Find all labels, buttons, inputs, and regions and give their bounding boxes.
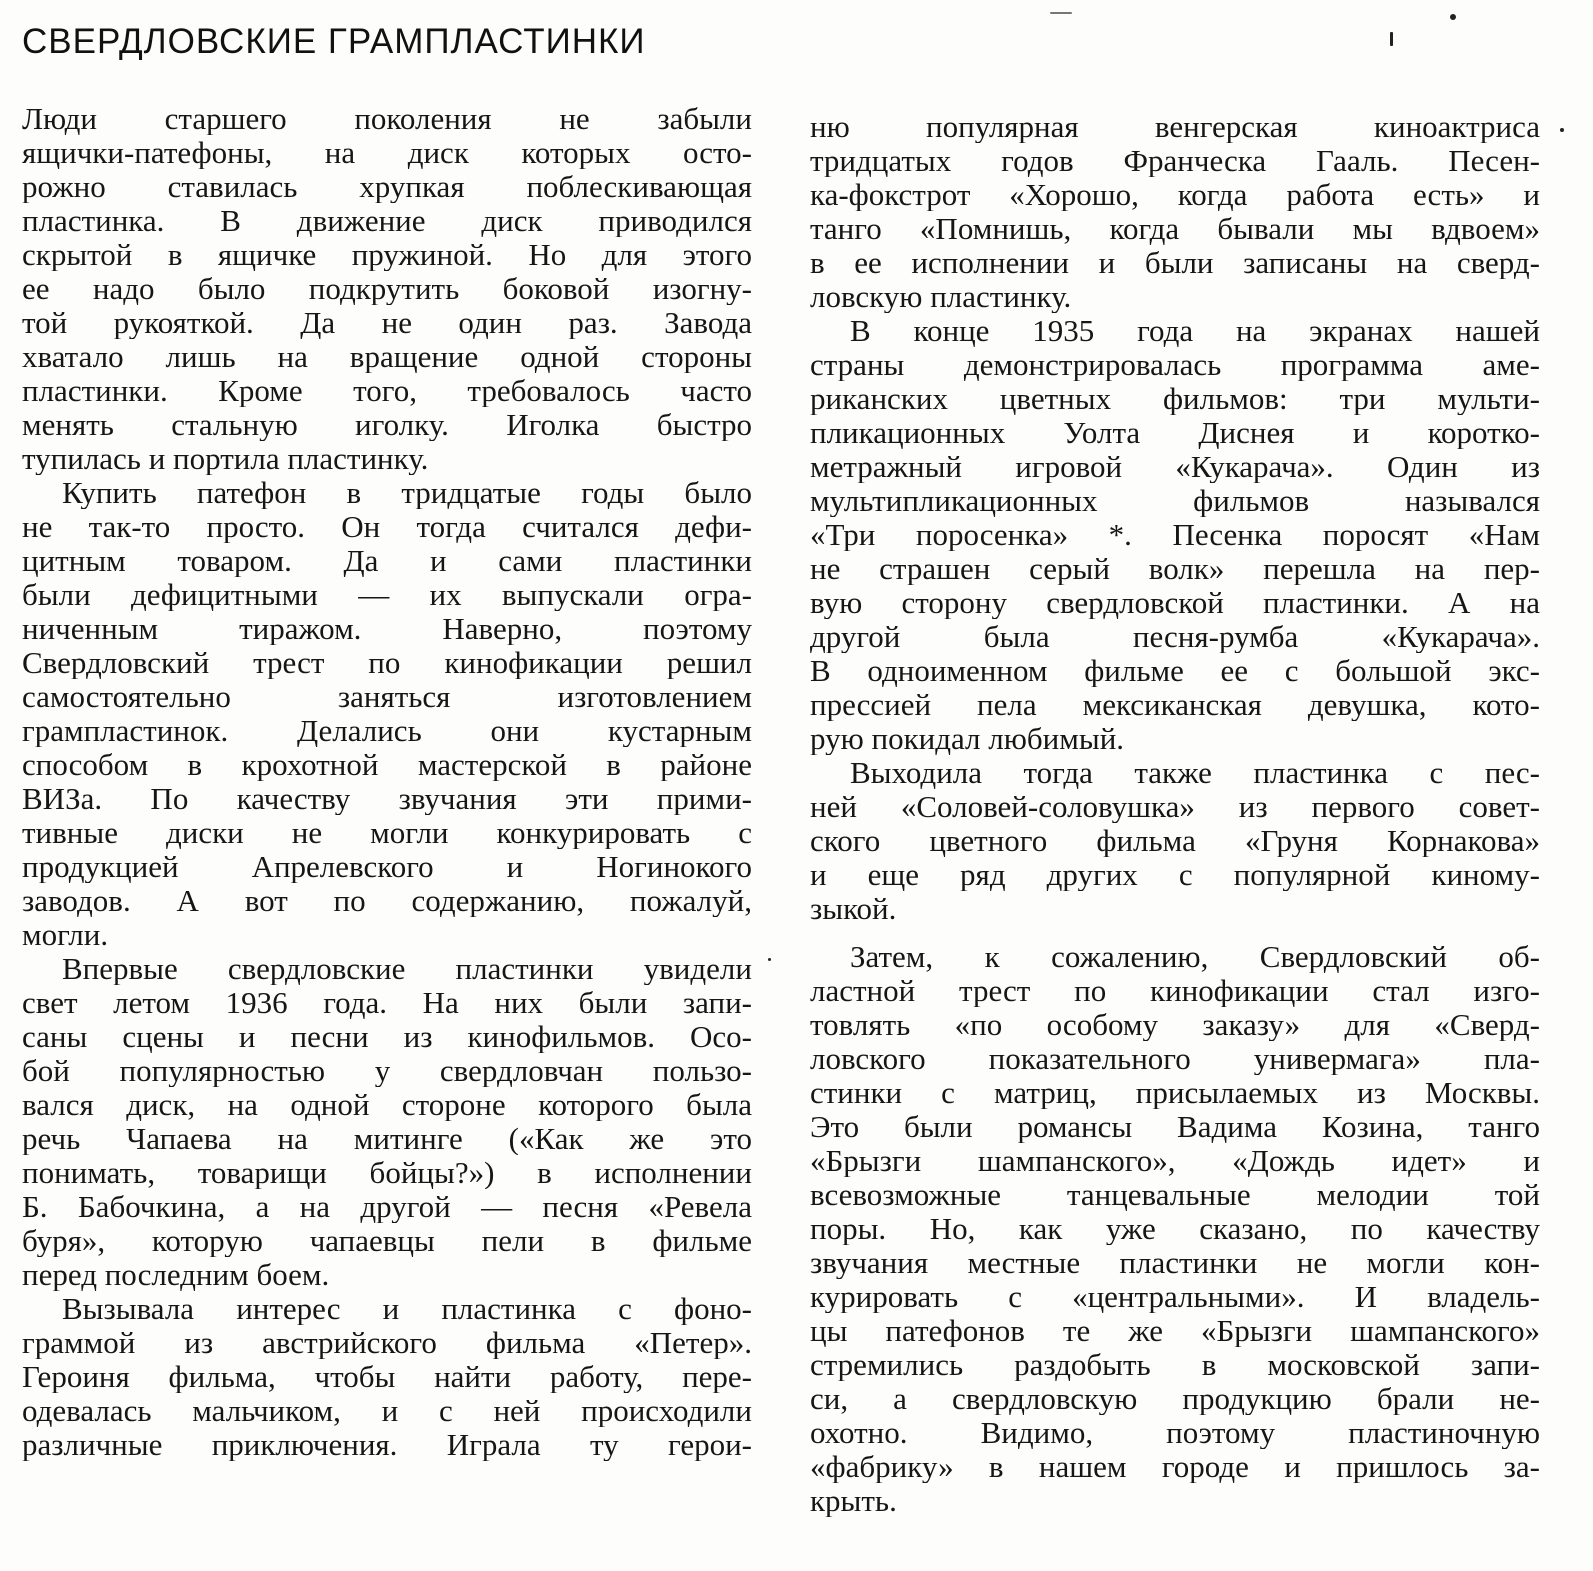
- text-line: понимать, товарищи бойцы?») в исполнении: [22, 1157, 752, 1189]
- text-line: ластной трест по кинофикации стал изго-: [810, 975, 1540, 1007]
- text-line: свет летом 1936 года. На них были запи-: [22, 987, 752, 1019]
- text-line: цы патефонов те же «Брызги шампанского»: [810, 1315, 1540, 1347]
- text-line: цитным товаром. Да и сами пластинки: [22, 545, 752, 577]
- text-line: скрытой в ящичке пружиной. Но для этого: [22, 239, 752, 271]
- print-speck: [1560, 128, 1564, 132]
- text-line: одевалась мальчиком, и с ней происходили: [22, 1395, 752, 1427]
- text-line: ловскую пластинку.: [810, 281, 1072, 313]
- text-line: рую покидал любимый.: [810, 723, 1125, 755]
- print-speck: [768, 958, 771, 961]
- text-line: Это были романсы Вадима Козина, танго: [810, 1111, 1540, 1143]
- text-line: стремились раздобыть в московской запи-: [810, 1349, 1540, 1381]
- text-line: другой была песня-румба «Кукарача».: [810, 621, 1540, 653]
- text-line: страны демонстрировалась программа аме-: [810, 349, 1540, 381]
- text-line: прессией пела мексиканская девушка, кото-: [810, 689, 1540, 721]
- paragraph-start: Вызывала интерес и пластинка с фоно-: [62, 1293, 752, 1325]
- text-line: тупилась и портила пластинку.: [22, 443, 429, 475]
- text-line: менять стальную иголку. Иголка быстро: [22, 409, 752, 441]
- text-line: стинки с матриц, присылаемых из Москвы.: [810, 1077, 1540, 1109]
- text-line: в ее исполнении и были записаны на сверд-: [810, 247, 1540, 279]
- text-line: зыкой.: [810, 893, 897, 925]
- text-line: «Три поросенка» *. Песенка поросят «Нам: [810, 519, 1540, 551]
- text-line: си, а свердловскую продукцию брали не-: [810, 1383, 1540, 1415]
- text-line: ней «Соловей-соловушка» из первого совет-: [810, 791, 1540, 823]
- text-line: ящички-патефоны, на диск которых осто-: [22, 137, 752, 169]
- paragraph-start: В конце 1935 года на экранах нашей: [850, 315, 1540, 347]
- text-line: рожно ставилась хрупкая поблескивающая: [22, 171, 752, 203]
- text-line: вую сторону свердловской пластинки. А на: [810, 587, 1540, 619]
- text-line: пликационных Уолта Диснея и коротко-: [810, 417, 1540, 449]
- text-line: пластинки. Кроме того, требовалось часто: [22, 375, 752, 407]
- paragraph-start: Впервые свердловские пластинки увидели: [62, 953, 752, 985]
- text-line: ловского показательного универмага» пла-: [810, 1043, 1540, 1075]
- paragraph-start: Выходила тогда также пластинка с пес-: [850, 757, 1540, 789]
- text-line: не так-то просто. Он тогда считался дефи-: [22, 511, 752, 543]
- text-line: самостоятельно заняться изготовлением: [22, 681, 752, 713]
- text-line: Свердловский трест по кинофикации решил: [22, 647, 752, 679]
- text-line: продукцией Апрелевского и Ногинокого: [22, 851, 752, 883]
- text-line: В одноименном фильме ее с большой экс-: [810, 655, 1540, 687]
- print-speck: [1390, 32, 1393, 46]
- text-line: курировать с «центральными». И владель-: [810, 1281, 1540, 1313]
- print-speck: [1450, 14, 1456, 20]
- text-line: могли.: [22, 919, 109, 951]
- text-line: ского цветного фильма «Груня Корнакова»: [810, 825, 1540, 857]
- text-line: ню популярная венгерская киноактриса: [810, 111, 1540, 143]
- text-line: поры. Но, как уже сказано, по качеству: [810, 1213, 1540, 1245]
- text-line: пластинка. В движение диск приводился: [22, 205, 752, 237]
- text-line: «фабрику» в нашем городе и пришлось за-: [810, 1451, 1540, 1483]
- text-line: ВИЗа. По качеству звучания эти прими-: [22, 783, 752, 815]
- text-line: «Брызги шампанского», «Дождь идет» и: [810, 1145, 1540, 1177]
- text-line: бой популярностью у свердловчан пользо-: [22, 1055, 752, 1087]
- text-line: риканских цветных фильмов: три мульти-: [810, 383, 1540, 415]
- text-line: различные приключения. Играла ту герои-: [22, 1429, 752, 1461]
- text-line: тридцатых годов Франческа Гааль. Песен-: [810, 145, 1540, 177]
- text-line: буря», которую чапаевцы пели в фильме: [22, 1225, 752, 1257]
- text-line: ниченным тиражом. Наверно, поэтому: [22, 613, 752, 645]
- text-line: способом в крохотной мастерской в районе: [22, 749, 752, 781]
- text-line: речь Чапаева на митинге («Как же это: [22, 1123, 752, 1155]
- text-line: заводов. А вот по содержанию, пожалуй,: [22, 885, 752, 917]
- text-line: и еще ряд других с популярной киному-: [810, 859, 1540, 891]
- text-line: были дефицитными — их выпускали огра-: [22, 579, 752, 611]
- print-speck: [1050, 12, 1072, 14]
- text-line: товлять «по особому заказу» для «Сверд-: [810, 1009, 1540, 1041]
- text-line: тивные диски не могли конкурировать с: [22, 817, 752, 849]
- text-line: не страшен серый волк» перешла на пер-: [810, 553, 1540, 585]
- text-line: охотно. Видимо, поэтому пластиночную: [810, 1417, 1540, 1449]
- text-line: Люди старшего поколения не забыли: [22, 103, 752, 135]
- article-title: СВЕРДЛОВСКИЕ ГРАМПЛАСТИНКИ: [22, 22, 646, 61]
- text-line: ка-фокстрот «Хорошо, когда работа есть» и: [810, 179, 1540, 211]
- text-line: крыть.: [810, 1485, 897, 1517]
- text-line: перед последним боем.: [22, 1259, 330, 1291]
- text-line: ее надо было подкрутить боковой изогну-: [22, 273, 752, 305]
- text-line: всевозможные танцевальные мелодии той: [810, 1179, 1540, 1211]
- text-line: танго «Помнишь, когда бывали мы вдвоем»: [810, 213, 1540, 245]
- text-line: Героиня фильма, чтобы найти работу, пере-: [22, 1361, 752, 1393]
- text-line: мультипликационных фильмов назывался: [810, 485, 1540, 517]
- text-line: звучания местные пластинки не могли кон-: [810, 1247, 1540, 1279]
- text-line: Б. Бабочкина, а на другой — песня «Ревела: [22, 1191, 752, 1223]
- text-line: той рукояткой. Да не один раз. Завода: [22, 307, 752, 339]
- text-line: саны сцены и песни из кинофильмов. Осо-: [22, 1021, 752, 1053]
- paragraph-start: Затем, к сожалению, Свердловский об-: [850, 941, 1540, 973]
- text-line: вался диск, на одной стороне которого была: [22, 1089, 752, 1121]
- paragraph-start: Купить патефон в тридцатые годы было: [62, 477, 752, 509]
- text-line: граммой из австрийского фильма «Петер».: [22, 1327, 752, 1359]
- text-line: метражный игровой «Кукарача». Один из: [810, 451, 1540, 483]
- text-line: грампластинок. Делались они кустарным: [22, 715, 752, 747]
- text-line: хватало лишь на вращение одной стороны: [22, 341, 752, 373]
